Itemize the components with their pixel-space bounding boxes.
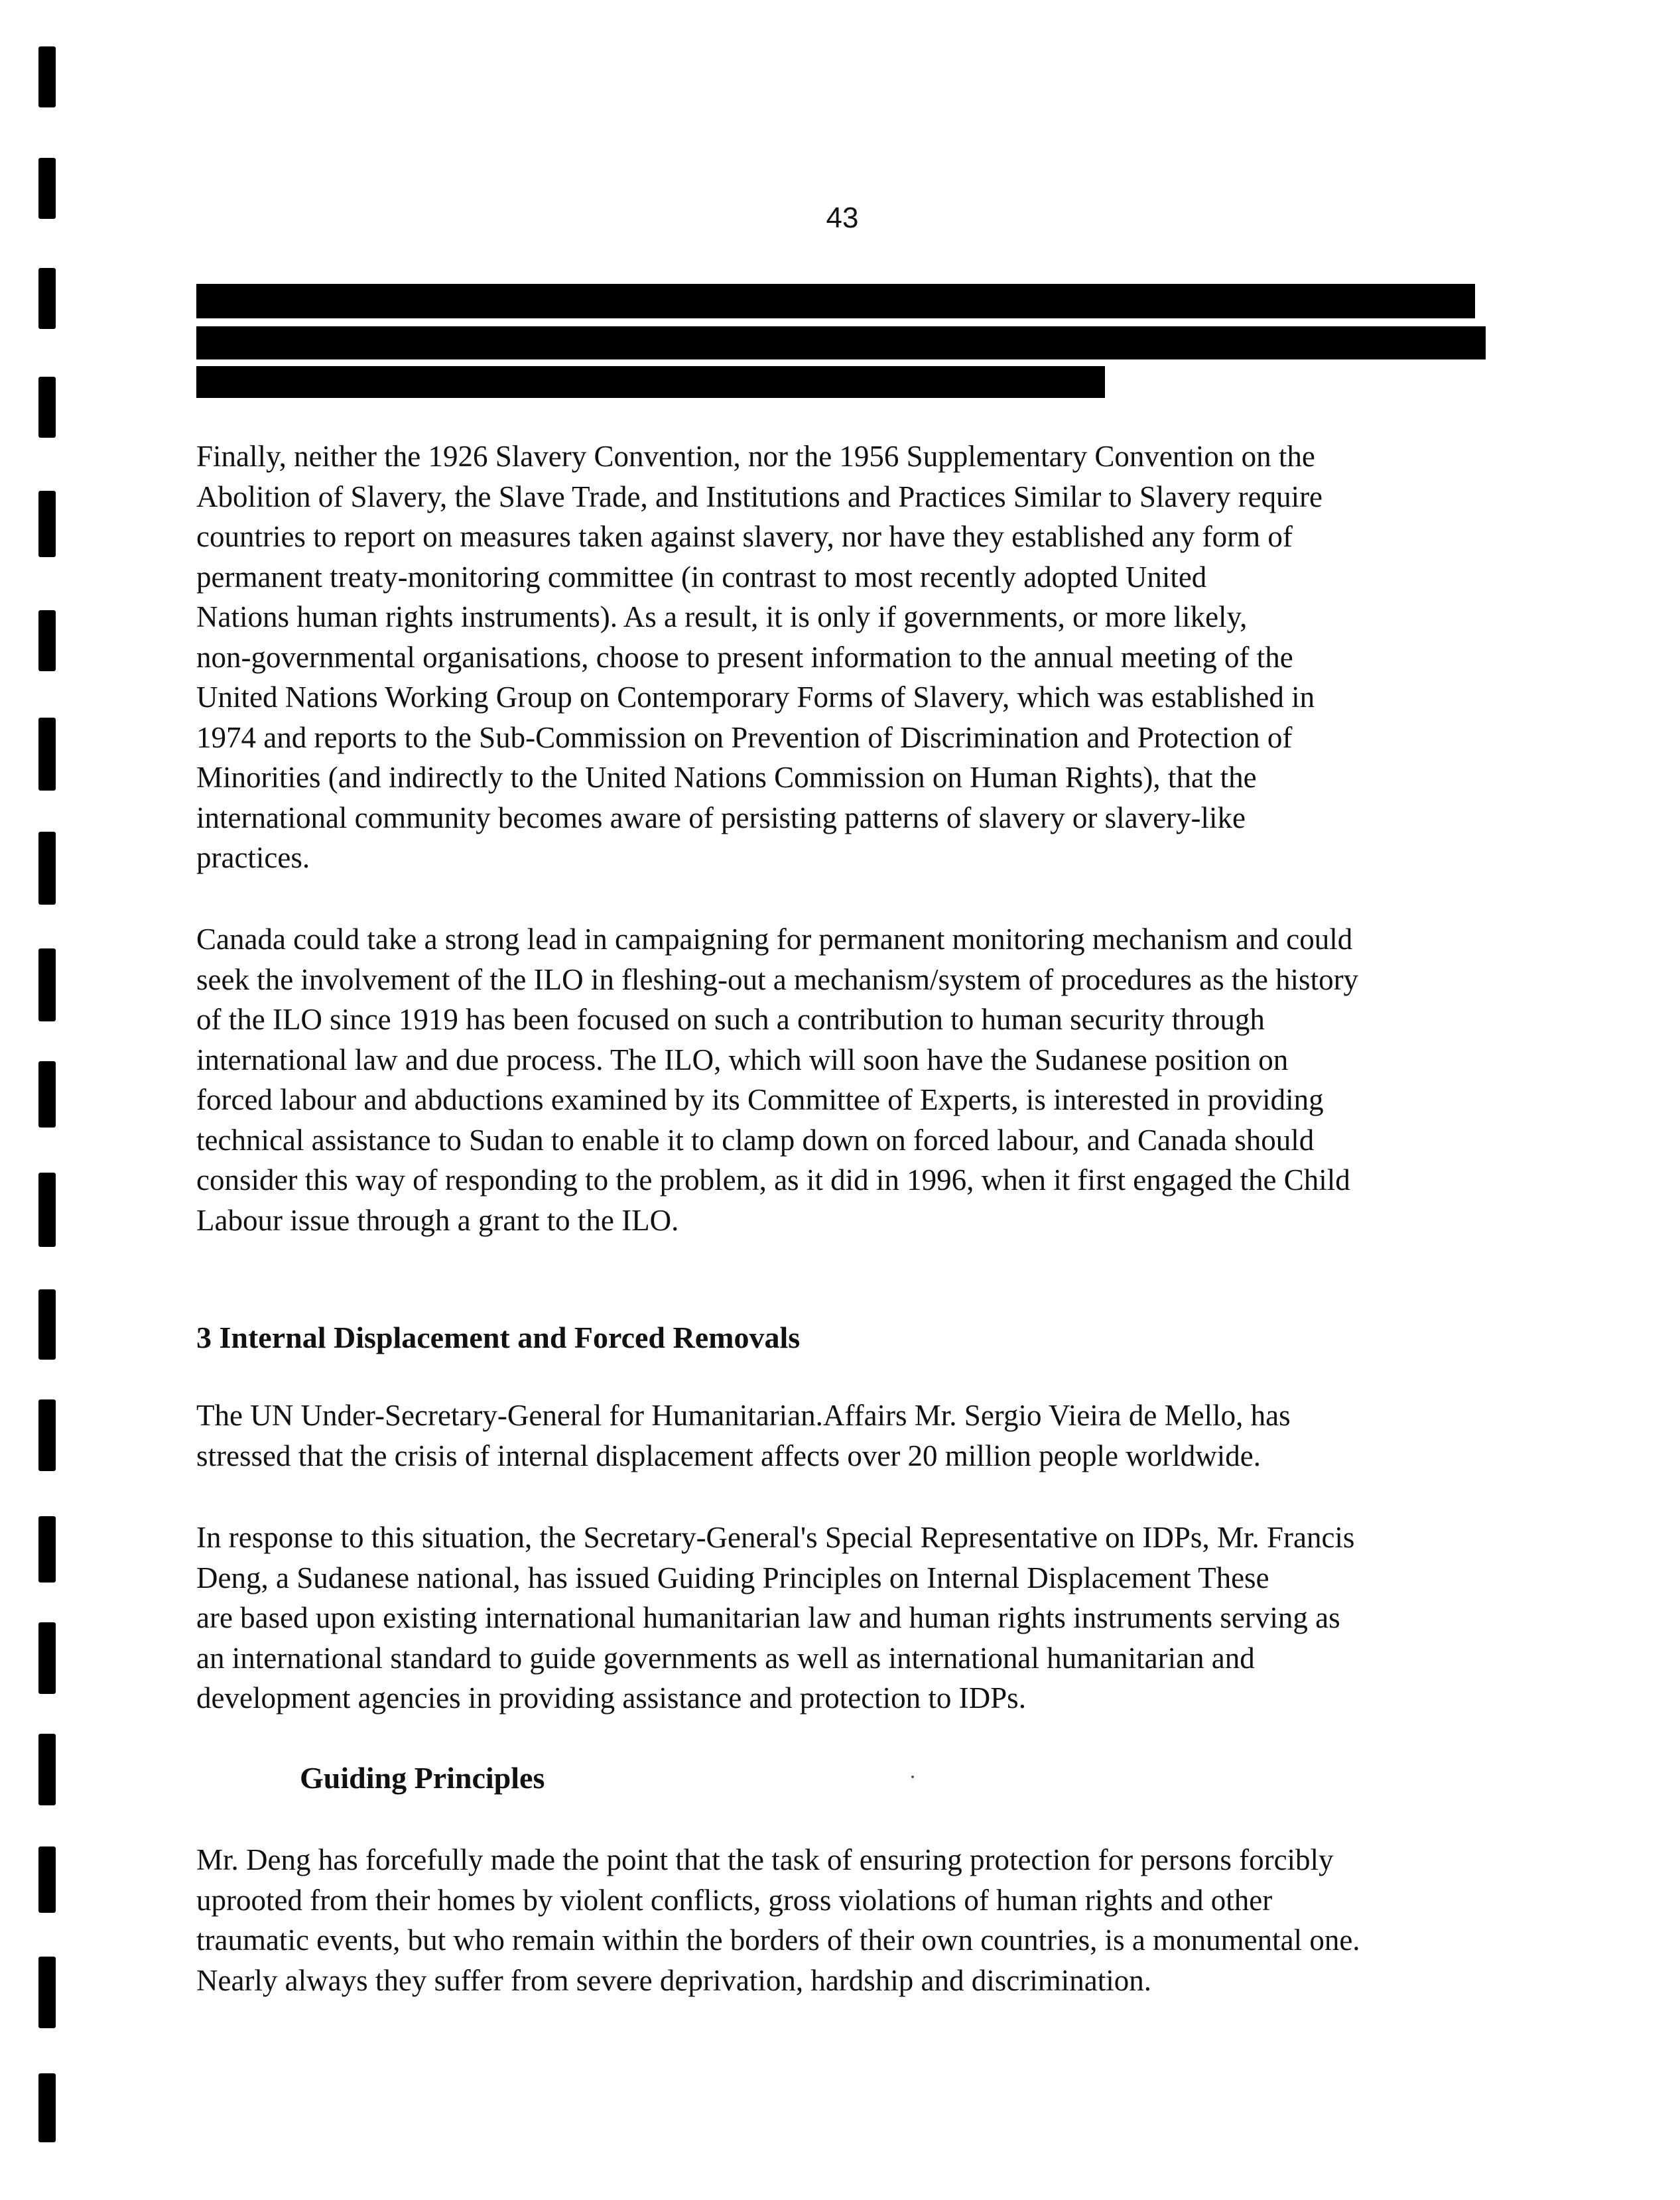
subsection-heading: Guiding Principles bbox=[300, 1761, 545, 1795]
text-line: Canada could take a strong lead in campaigning for permanent monitoring mechanism and could bbox=[196, 923, 1353, 956]
binder-mark bbox=[38, 1173, 56, 1247]
text-line: of the ILO since 1919 has been focused on such a contribution to human security through bbox=[196, 1003, 1265, 1036]
binder-mark bbox=[38, 1516, 56, 1583]
binder-mark bbox=[38, 377, 56, 438]
binder-mark bbox=[38, 718, 56, 791]
text-line: Mr. Deng has forcefully made the point that the task of ensuring protection for persons forcibly bbox=[196, 1843, 1334, 1876]
text-line: Minorities (and indirectly to the United Nations Commission on Human Rights), that the bbox=[196, 761, 1257, 794]
binder-mark bbox=[38, 1399, 56, 1471]
text-line: United Nations Working Group on Contemporary Forms of Slavery, which was established in bbox=[196, 680, 1315, 714]
binder-mark bbox=[38, 1846, 56, 1913]
binder-mark bbox=[38, 832, 56, 905]
redaction-bar bbox=[196, 366, 1105, 398]
paragraph-un-under-secretary bbox=[196, 1395, 1523, 1476]
text-line: Nearly always they suffer from severe deprivation, hardship and discrimination. bbox=[196, 1963, 1151, 1997]
binder-mark bbox=[38, 948, 56, 1021]
text-line: practices. bbox=[196, 841, 310, 874]
binder-mark bbox=[38, 1734, 56, 1805]
text-line: international law and due process. The ILO, which will soon have the Sudanese position on bbox=[196, 1043, 1289, 1076]
text-line: In response to this situation, the Secretary-General's Special Representative on IDPs, Mr. Francis bbox=[196, 1521, 1355, 1554]
text-line: Finally, neither the 1926 Slavery Convention, nor the 1956 Supplementary Convention on the bbox=[196, 440, 1315, 473]
text-line: are based upon existing international humanitarian law and human rights instruments serving as bbox=[196, 1601, 1340, 1634]
paragraph-deng bbox=[196, 1840, 1523, 2000]
text-line: technical assistance to Sudan to enable it to clamp down on forced labour, and Canada should bbox=[196, 1123, 1315, 1157]
text-line: countries to report on measures taken against slavery, nor have they established any form of bbox=[196, 520, 1293, 553]
text-line: consider this way of responding to the problem, as it did in 1996, when it first engaged the Child bbox=[196, 1163, 1350, 1197]
text-line: The UN Under-Secretary-General for Humanitarian.Affairs Mr. Sergio Vieira de Mello, has bbox=[196, 1399, 1291, 1432]
text-line: forced labour and abductions examined by its Committee of Experts, is interested in providing bbox=[196, 1083, 1324, 1116]
text-line: Deng, a Sudanese national, has issued Guiding Principles on Internal Displacement These bbox=[196, 1561, 1269, 1594]
text-line: international community becomes aware of persisting patterns of slavery or slavery-like bbox=[196, 801, 1246, 834]
binder-mark bbox=[38, 46, 56, 107]
text-line: an international standard to guide governments as well as international humanitarian and bbox=[196, 1641, 1255, 1675]
redaction-bar bbox=[196, 284, 1475, 318]
scan-speck bbox=[911, 1776, 914, 1778]
binder-mark bbox=[38, 610, 56, 671]
binder-mark bbox=[38, 1622, 56, 1694]
text-line: Nations human rights instruments). As a result, it is only if governments, or more likely, bbox=[196, 600, 1248, 633]
redaction-bar bbox=[196, 326, 1486, 359]
paragraph-guiding-principles-intro bbox=[196, 1518, 1523, 1718]
text-line: stressed that the crisis of internal displacement affects over 20 million people worldwide. bbox=[196, 1439, 1261, 1472]
binder-mark bbox=[38, 268, 56, 329]
text-line: non-governmental organisations, choose to present information to the annual meeting of the bbox=[196, 640, 1293, 674]
paragraph-slavery-conventions bbox=[196, 436, 1523, 878]
binder-mark bbox=[38, 491, 56, 557]
binder-mark bbox=[38, 1289, 56, 1360]
text-line: 1974 and reports to the Sub-Commission on Prevention of Discrimination and Protection of bbox=[196, 720, 1293, 754]
binder-mark bbox=[38, 158, 56, 219]
text-line: permanent treaty-monitoring committee (in contrast to most recently adopted United bbox=[196, 560, 1207, 594]
paragraph-canada-ilo bbox=[196, 919, 1523, 1240]
binder-mark bbox=[38, 1957, 56, 2028]
binder-mark bbox=[38, 2073, 56, 2142]
text-line: development agencies in providing assistance and protection to IDPs. bbox=[196, 1681, 1026, 1715]
text-line: traumatic events, but who remain within the borders of their own countries, is a monumental one. bbox=[196, 1923, 1360, 1957]
text-line: uprooted from their homes by violent conflicts, gross violations of human rights and other bbox=[196, 1883, 1273, 1917]
text-line: Labour issue through a grant to the ILO. bbox=[196, 1203, 679, 1237]
text-line: Abolition of Slavery, the Slave Trade, and Institutions and Practices Similar to Slavery require bbox=[196, 480, 1323, 513]
text-line: seek the involvement of the ILO in fleshing-out a mechanism/system of procedures as the history bbox=[196, 962, 1359, 996]
page-number: 43 bbox=[826, 202, 859, 234]
section-heading: 3 Internal Displacement and Forced Removals bbox=[196, 1321, 801, 1354]
binder-mark bbox=[38, 1061, 56, 1128]
